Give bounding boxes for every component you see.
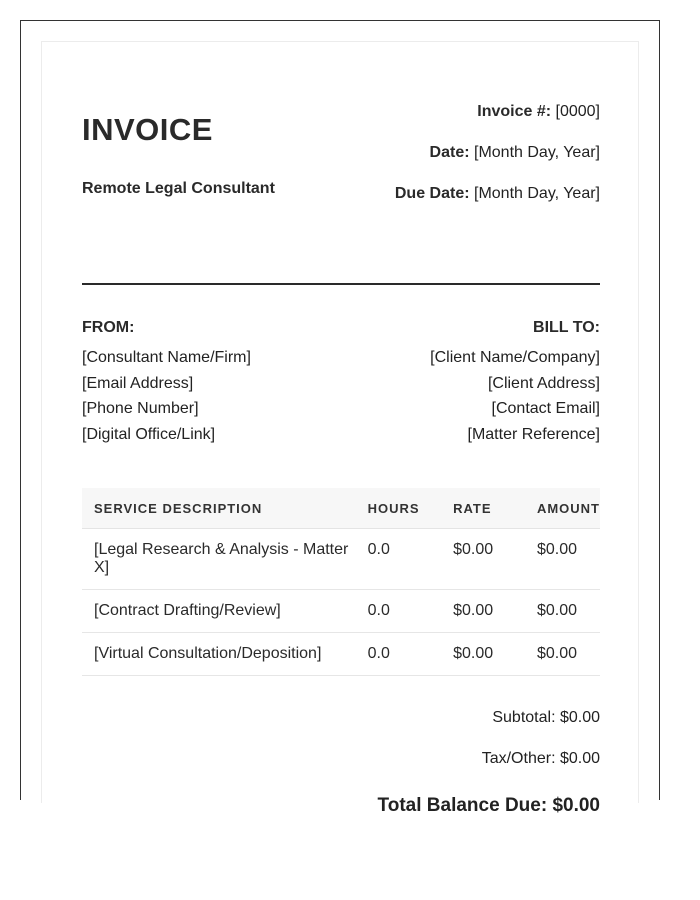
invoice-page bbox=[41, 41, 639, 816]
header-rate: RATE bbox=[441, 488, 525, 529]
invoice-number-row bbox=[395, 102, 600, 143]
invoice-date-value: [Month Day, Year] bbox=[474, 144, 600, 161]
total-balance-due: Total Balance Due: $0.00 bbox=[377, 795, 600, 816]
bill-to-name: [Client Name/Company] bbox=[430, 349, 600, 366]
table-row bbox=[82, 633, 600, 676]
from-block bbox=[82, 318, 251, 450]
due-date-value: [Month Day, Year] bbox=[474, 185, 600, 202]
header-service-description: SERVICE DESCRIPTION bbox=[82, 488, 356, 529]
invoice-date-row bbox=[395, 143, 600, 184]
invoice-subtitle: Remote Legal Consultant bbox=[82, 180, 275, 197]
bill-to-matter: [Matter Reference] bbox=[467, 425, 600, 443]
from-email: [Email Address] bbox=[82, 374, 194, 392]
amount-cell: $0.00 bbox=[525, 590, 600, 633]
totals-section bbox=[378, 708, 600, 818]
header-hours: HOURS bbox=[356, 488, 441, 529]
from-office-link: [Digital Office/Link] bbox=[82, 425, 216, 443]
rate-cell: $0.00 bbox=[441, 590, 525, 633]
from-phone: [Phone Number] bbox=[82, 400, 199, 417]
table-header-row bbox=[82, 488, 600, 529]
invoice-number-value: [0000] bbox=[555, 103, 600, 120]
amount-cell: $0.00 bbox=[525, 633, 600, 676]
rate-cell: $0.00 bbox=[441, 529, 525, 590]
invoice-header bbox=[82, 98, 600, 243]
invoice-date-label: Date: bbox=[429, 144, 470, 161]
subtotal: Subtotal: $0.00 bbox=[492, 709, 600, 726]
service-description-cell: [Contract Drafting/Review] bbox=[82, 590, 356, 633]
service-description-cell: [Virtual Consultation/Deposition] bbox=[82, 633, 356, 676]
bill-to-block bbox=[430, 318, 600, 450]
rate-cell: $0.00 bbox=[441, 633, 525, 676]
amount-cell: $0.00 bbox=[525, 529, 600, 590]
invoice-title: INVOICE bbox=[82, 112, 213, 147]
from-name: [Consultant Name/Firm] bbox=[82, 349, 251, 366]
due-date-row bbox=[395, 184, 600, 225]
due-date-label: Due Date: bbox=[394, 185, 470, 202]
bill-to-address: [Client Address] bbox=[487, 374, 600, 392]
hours-cell: 0.0 bbox=[356, 529, 441, 590]
invoice-meta bbox=[395, 102, 600, 225]
hours-cell: 0.0 bbox=[356, 633, 441, 676]
bill-to-heading: BILL TO: bbox=[533, 319, 600, 336]
header-divider bbox=[82, 283, 600, 285]
from-heading: FROM: bbox=[82, 319, 135, 336]
header-amount: AMOUNT bbox=[525, 488, 600, 529]
services-table bbox=[82, 488, 600, 676]
hours-cell: 0.0 bbox=[356, 590, 441, 633]
invoice-content bbox=[82, 98, 600, 816]
table-row bbox=[82, 590, 600, 633]
table-row bbox=[82, 529, 600, 590]
tax-other: Tax/Other: $0.00 bbox=[481, 750, 600, 767]
service-description-cell: [Legal Research & Analysis - Matter X] bbox=[82, 529, 356, 590]
invoice-number-label: Invoice #: bbox=[477, 103, 552, 120]
bill-to-email: [Contact Email] bbox=[491, 400, 600, 417]
